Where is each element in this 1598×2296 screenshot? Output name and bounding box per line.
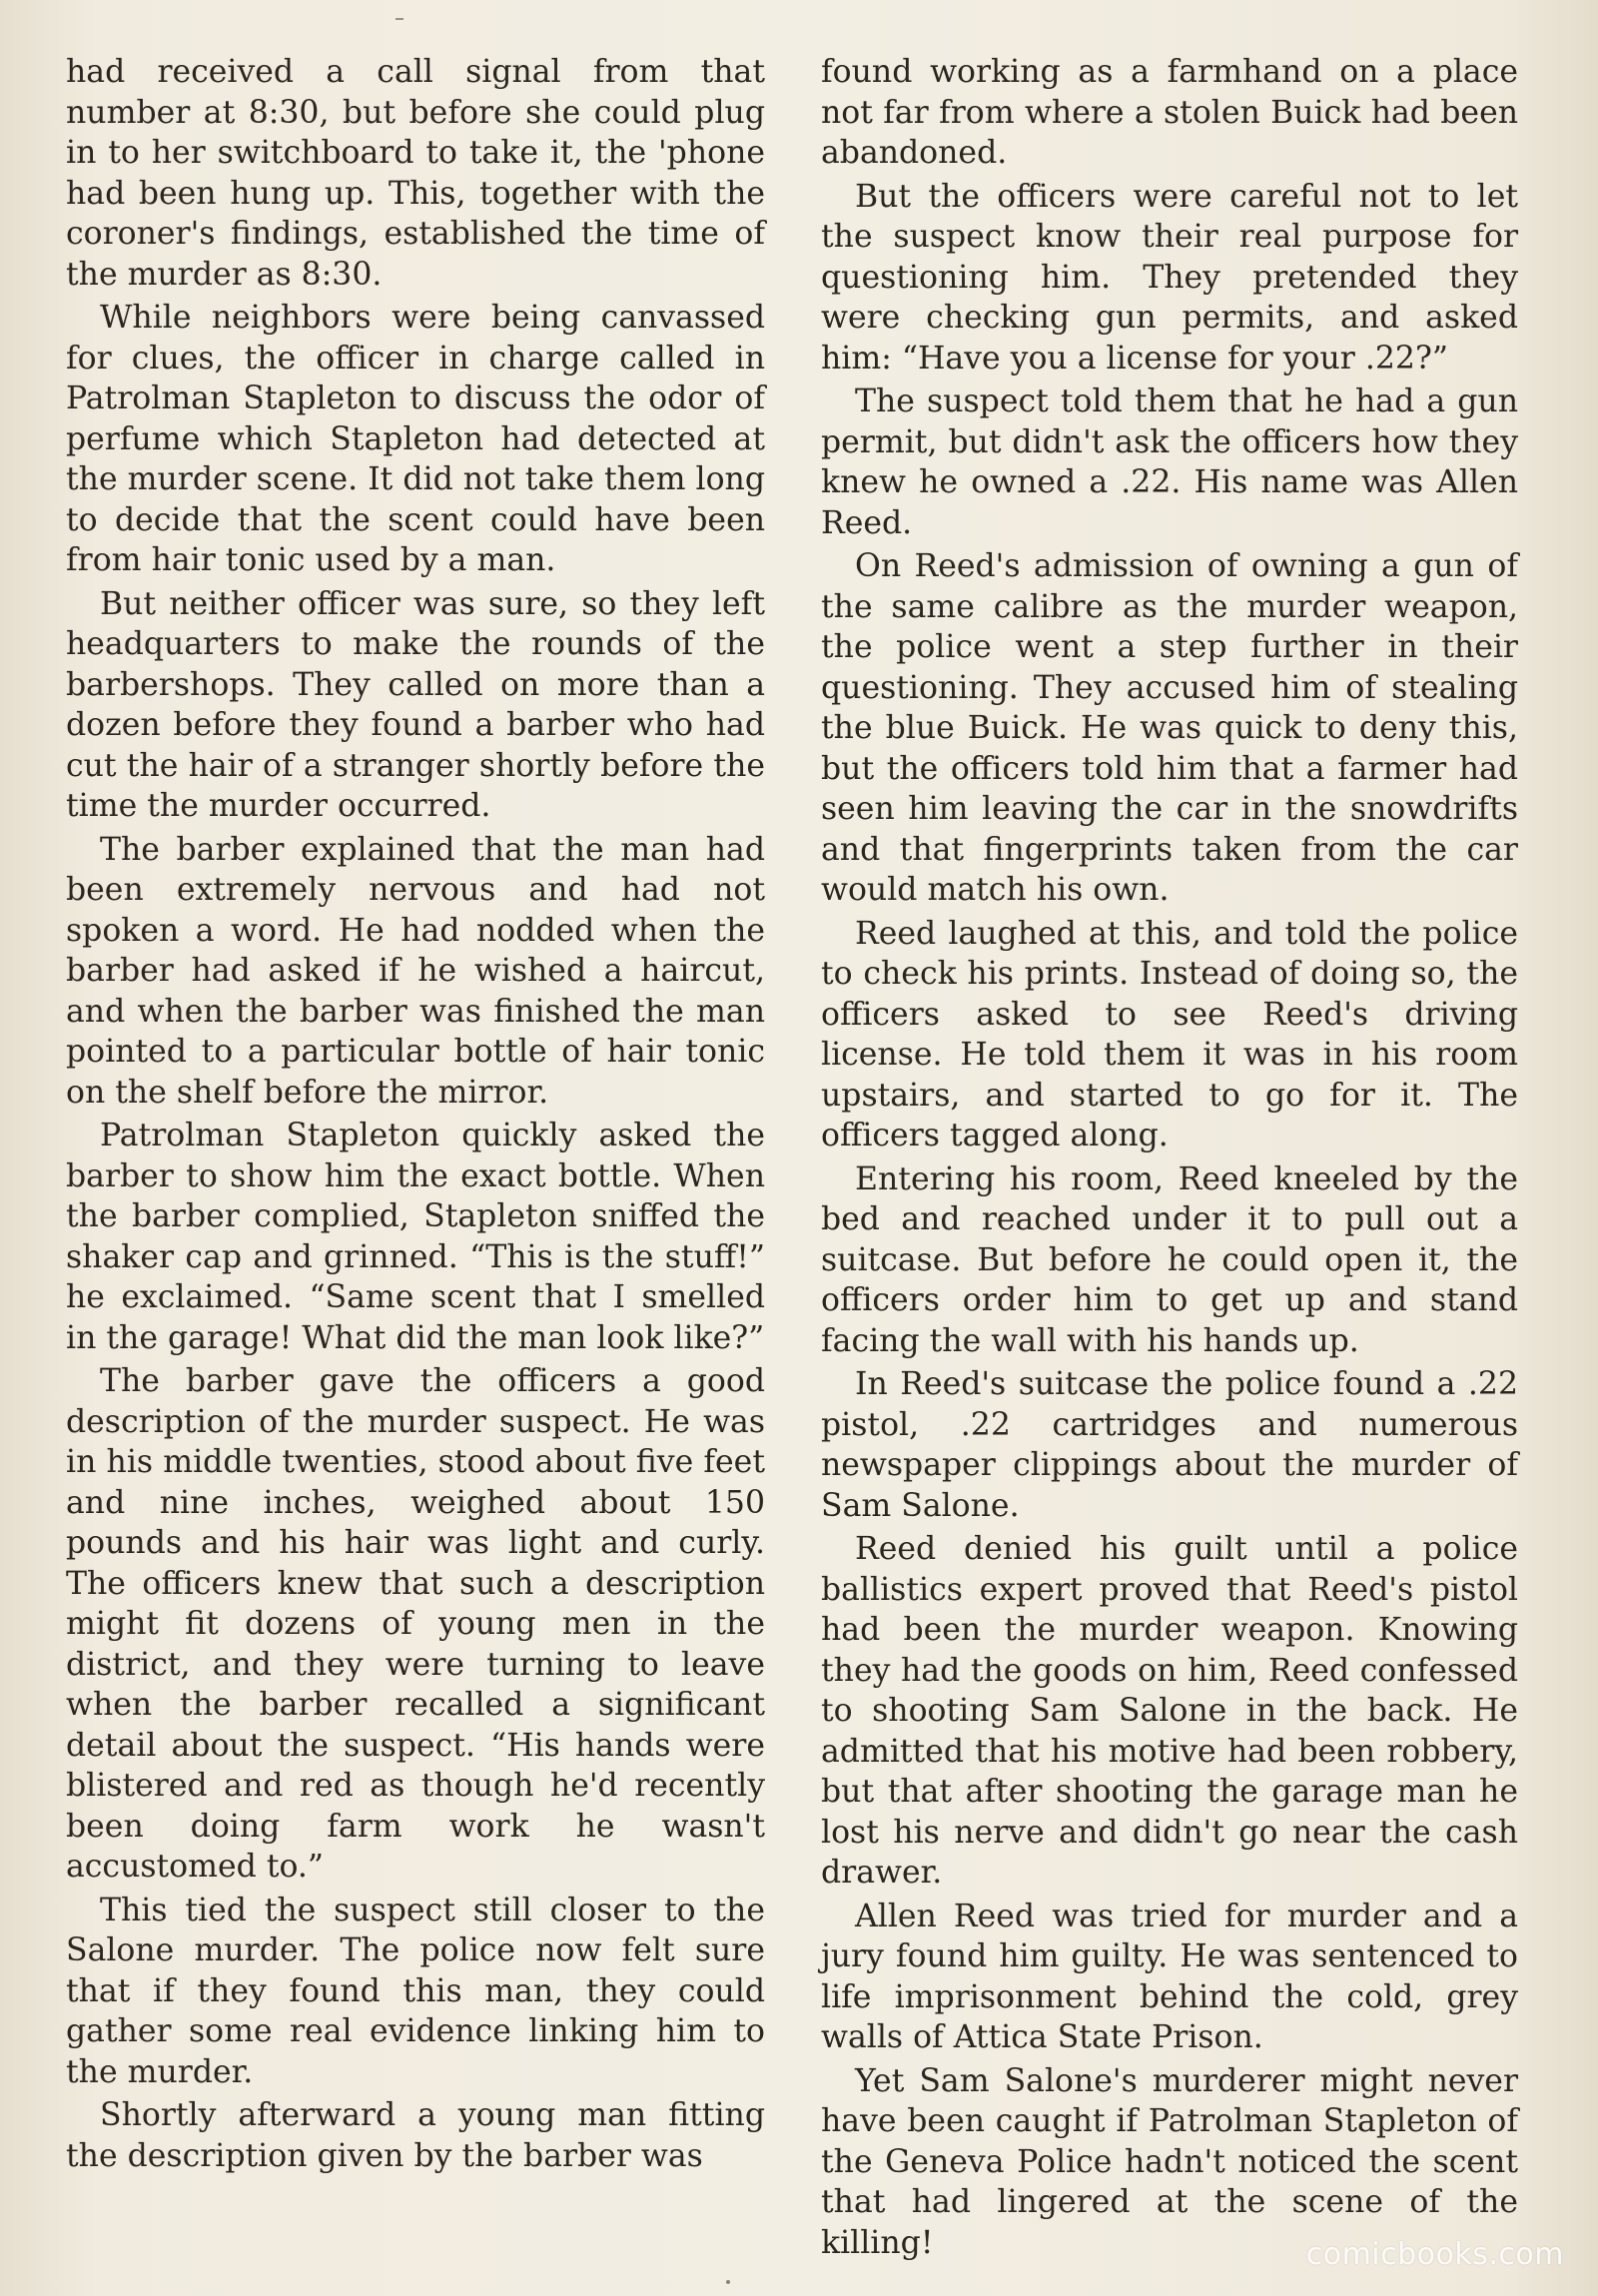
paragraph: Shortly afterward a young man fitting the description given by the barber was: [66, 2097, 765, 2174]
left-column: [66, 52, 765, 2179]
paragraph: Reed denied his guilt until a police ballistics expert proved that Reed's pistol had been the murder weapon. Knowing they had the goods on him, Reed confessed to shooting Sam Salone in the back. He admitted that his motive had been robbery, but that after shooting the garage man he lost his nerve and didn't go near the cash drawer.: [821, 1531, 1518, 1891]
paragraph: This tied the suspect still closer to the Salone murder. The police now felt sure that if they found this man, they could gather some real evidence linking him to the murder.: [66, 1892, 765, 2090]
watermark: comicbooks.com: [1305, 2237, 1564, 2272]
scan-mark: [726, 2280, 730, 2284]
paragraph: But neither officer was sure, so they left headquarters to make the rounds of the barbershops. They called on more than a dozen before they found a barber who had cut the hair of a stranger shortly before the time the murder occurred.: [66, 585, 765, 824]
paragraph: Allen Reed was tried for murder and a jury found him guilty. He was sentenced to life imprisonment behind the cold, grey walls of Attica State Prison.: [821, 1898, 1518, 2055]
paragraph: Patrolman Stapleton quickly asked the barber to show him the exact bottle. When the barber complied, Stapleton sniffed the shaker cap and grinned. “This is the stuff!” he exclaimed. “Same scent that I smelled in the garage! What did the man look like?”: [66, 1118, 765, 1356]
scan-mark: [396, 18, 403, 20]
paragraph: The barber explained that the man had been extremely nervous and had not spoken a word. He had nodded when the barber had asked if he wished a haircut, and when the barber was finished the man pointed to a particular bottle of hair tonic on the shelf before the mirror.: [66, 831, 765, 1111]
paragraph: On Reed's admission of owning a gun of the same calibre as the murder weapon, the police went a step further in their questioning. They accused him of stealing the blue Buick. He was quick to deny this, but the officers told him that a farmer had seen him leaving the car in the snowdrifts and that fingerprints taken from the car would match his own.: [821, 548, 1518, 908]
paragraph: But the officers were careful not to let the suspect know their real purpose for questioning him. They pretended they were checking gun permits, and asked him: “Have you a license for your .22?”: [821, 178, 1518, 377]
paragraph: Reed laughed at this, and told the police to check his prints. Instead of doing so, the officers asked to see Reed's driving license. He told them it was in his room upstairs, and started to go for it. The officers tagged along.: [821, 915, 1518, 1153]
paragraph: In Reed's suitcase the police found a .22 pistol, .22 cartridges and numerous newspaper clippings about the murder of Sam Salone.: [821, 1366, 1518, 1524]
paragraph: Yet Sam Salone's murderer might never have been caught if Patrolman Stapleton of the Geneva Police hadn't noticed the scent that had lingered at the scene of the killing!: [821, 2062, 1518, 2261]
paragraph: Entering his room, Reed kneeled by the bed and reached under it to pull out a suitcase. But before he could open it, the officers order him to get up and stand facing the wall with his hands up.: [821, 1160, 1518, 1359]
paragraph: had received a call signal from that number at 8:30, but before she could plug in to her switchboard to take it, the 'phone had been hung up. This, together with the coroner's findings, established the time of the murder as 8:30.: [66, 54, 765, 293]
paragraph: found working as a farmhand on a place not far from where a stolen Buick had been abandoned.: [821, 54, 1518, 171]
paragraph: The suspect told them that he had a gun permit, but didn't ask the officers how they knew he owned a .22. His name was Allen Reed.: [821, 383, 1518, 541]
right-column: [821, 52, 1518, 2266]
paragraph: While neighbors were being canvassed for clues, the officer in charge called in Patrolman Stapleton to discuss the odor of perfume which Stapleton had detected at the murder scene. It did not take them long to decide that the scent could have been from hair tonic used by a man.: [66, 300, 765, 578]
paragraph: The barber gave the officers a good description of the murder suspect. He was in his middle twenties, stood about five feet and nine inches, weighed about 150 pounds and his hair was light and curly. The officers knew that such a description might fit dozens of young men in the district, and they were turning to leave when the barber recalled a significant detail about the suspect. “His hands were blistered and red as though he'd recently been doing farm work he wasn't accustomed to.”: [66, 1363, 765, 1885]
